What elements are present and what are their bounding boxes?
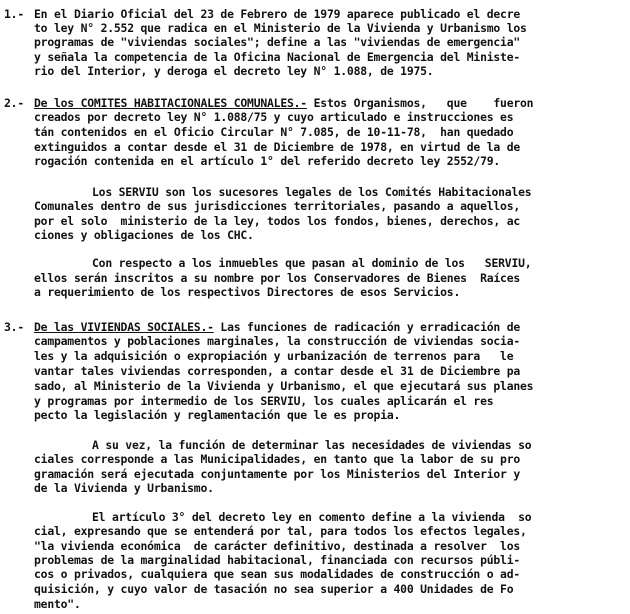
text-line: les y la adquisición o expropiación y urbanización de terrenos para le [34, 349, 514, 363]
text-line: "la vivienda económica de carácter definitivo, destinada a resolver los [34, 539, 521, 553]
text-line: rio del Interior, y deroga el decreto ley N° 1.088, de 1975. [34, 64, 434, 78]
text-line: campamentos y poblaciones marginales, la construcción de viviendas socia- [34, 334, 521, 348]
text-line-rest: Las funciones de radicación y erradicación de [213, 320, 521, 334]
text-line: ellos serán inscritos a su nombre por los Conservadores de Bienes Raíces [34, 271, 521, 285]
text-line: quisición, y cuyo valor de tasación no sea superior a 400 Unidades de Fo [34, 582, 514, 596]
text-line: Con respecto a los inmuebles que pasan al dominio de los SERVIU, [92, 256, 532, 270]
text-line: cos o privados, cualquiera que sean sus modalidades de construcción o ad- [34, 567, 521, 581]
text-line: En el Diario Oficial del 23 de Febrero de 1979 aparece publicado el decre [34, 7, 521, 21]
text-line: y programas por intermedio de los SERVIU, los cuales aplicarán el res [34, 394, 494, 408]
text-line: sado, al Ministerio de la Vivienda y Urbanismo, el que ejecutará sus planes [34, 379, 534, 393]
text-line [34, 96, 533, 110]
text-line: tán contenidos en el Oficio Circular N° 7.085, de 10-11-78, han quedado [34, 125, 514, 139]
text-line: a requerimiento de los respectivos Directores de esos Servicios. [34, 285, 461, 299]
text-line-rest: Estos Organismos, que fueron [306, 96, 534, 110]
section-heading: De los COMITES HABITACIONALES COMUNALES.- [34, 96, 307, 110]
text-line: A su vez, la función de determinar las necesidades de viviendas so [92, 438, 532, 452]
text-line: gramación será ejecutada conjuntamente por los Ministerios del Interior y [34, 467, 521, 481]
text-line: mento". [34, 597, 81, 611]
text-line [34, 320, 520, 334]
section-number: 1.- [4, 7, 24, 21]
text-line: to ley N° 2.552 que radica en el Ministerio de la Vivienda y Urbanismo los [34, 21, 527, 35]
text-line: cial, expresando que se entenderá por tal, para todos los efectos legales, [34, 524, 527, 538]
text-line: de la Vivienda y Urbanismo. [34, 481, 214, 495]
text-line: Los SERVIU son los sucesores legales de los Comités Habitacionales [92, 185, 532, 199]
text-line: programas de "viviendas sociales"; define a las "viviendas de emergencia" [34, 35, 521, 49]
text-line: por el solo ministerio de la ley, todos los fondos, bienes, derechos, ac [34, 214, 521, 228]
text-line: pecto la legislación y reglamentación que le es propia. [34, 408, 401, 422]
text-line: creados por decreto ley N° 1.088/75 y cuyo articulado e instrucciones es [34, 110, 514, 124]
text-line: y señala la competencia de la Oficina Nacional de Emergencia del Ministe- [34, 50, 521, 64]
text-line: problemas de la marginalidad habitacional, financiada con recursos públi- [34, 553, 521, 567]
text-line: ciones y obligaciones de los CHC. [34, 228, 254, 242]
text-line: extinguidos a contar desde el 31 de Diciembre de 1978, en virtud de la de [34, 140, 521, 154]
section-heading: De las VIVIENDAS SOCIALES.- [34, 320, 214, 334]
text-line: Comunales dentro de sus jurisdicciones territoriales, pasando a aquellos, [34, 199, 521, 213]
section-number: 2.- [4, 96, 24, 110]
text-line: rogación contenida en el artículo 1° del referido decreto ley 2552/79. [34, 154, 501, 168]
text-line: El artículo 3° del decreto ley en comento define a la vivienda so [92, 510, 532, 524]
text-line: vantar tales viviendas corresponden, a contar desde el 31 de Diciembre pa [34, 364, 521, 378]
section-number: 3.- [4, 320, 24, 334]
text-line: ciales corresponde a las Municipalidades, en tanto que la labor de su pro [34, 452, 521, 466]
